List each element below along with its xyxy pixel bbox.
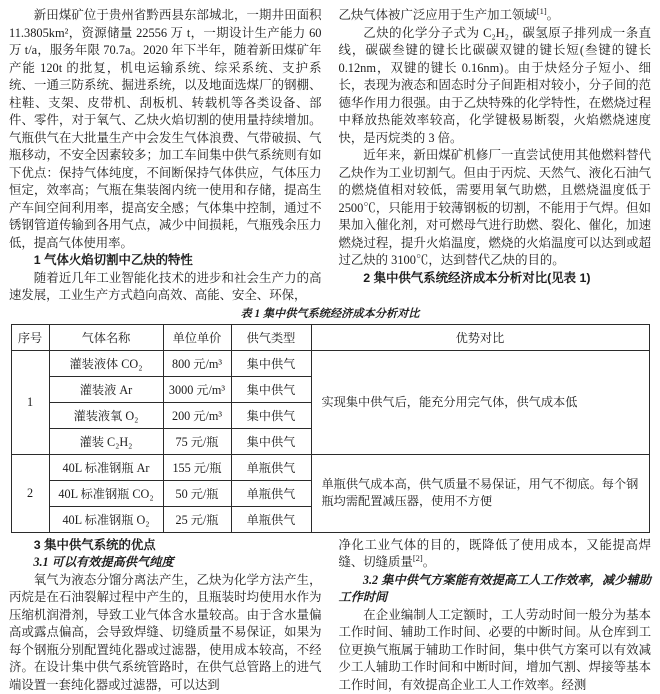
bottom-text-section [9, 537, 651, 694]
gas-name-cell: 灌装液 Ar [49, 376, 163, 402]
advantage-cell: 单瓶供气成本高，供气质量不易保证，用气不彻底。每个钢瓶均需配置减压器，使用不方便 [311, 454, 649, 532]
top-text-section [9, 7, 651, 305]
left-column-top [9, 7, 322, 305]
supply-type-cell: 单瓶供气 [231, 506, 311, 532]
column-header-no: 序号 [11, 324, 49, 350]
right-column-top [339, 7, 652, 305]
column-header-gas-name: 气体名称 [49, 324, 163, 350]
left-column-bottom [9, 537, 322, 694]
molecule-paragraph: 乙炔的化学分子式为 C₂H₂，碳氢原子排列成一条直线，碳碳叁键的键长比碳碳双键的键长短(叁键的键长 0.12nm，双键的键长 0.16nm)。由于炔烃分子短小、细长，表现为液态和固态时分子间距相对较小，分子间的范德华作用力很强。由于乙炔特殊的化学特性，在燃烧过程中释放热能效率较高，化学键极易断裂，火焰燃烧速度快，是丙烷类的 3 倍。 [339, 25, 652, 148]
section3-1-continuation [339, 537, 652, 572]
reference-2-superscript: [2] [413, 553, 423, 563]
right-column-bottom [339, 537, 652, 694]
gas-name-cell: 40L 标准钢瓶 O₂ [49, 506, 163, 532]
reference-1-superscript: [1] [537, 6, 547, 16]
section3-2-paragraph: 在企业编制人工定额时，工人劳动时间一般分为基本工作时间、辅助工作时间、必要的中断时间。从仓库到工位更换气瓶属于辅助工作时间，集中供气方案可以有效减少工人辅助工作时间和中断时间，增加气割、焊接等基本工作时间，有效提高企业工人工作效率。经测 [339, 607, 652, 694]
unit-price-cell: 25 元/瓶 [163, 506, 231, 532]
supply-type-cell: 单瓶供气 [231, 480, 311, 506]
unit-price-cell: 50 元/瓶 [163, 480, 231, 506]
supply-type-cell: 单瓶供气 [231, 454, 311, 480]
supply-type-cell: 集中供气 [231, 402, 311, 428]
gas-name-cell: 灌装液氧 O₂ [49, 402, 163, 428]
section3-heading: 3 集中供气系统的优点 [9, 537, 322, 555]
table1-caption: 表 1 集中供气系统经济成本分析对比 [9, 307, 651, 322]
advantage-cell: 实现集中供气后，能充分用完气体，供气成本低 [311, 350, 649, 454]
alternative-fuel-paragraph: 近年来，新田煤矿机修厂一直尝试使用其他燃料替代乙炔作为工业切割气。但由于丙烷、天然气、液化石油气的燃烧值相对较低，需要用氧气助燃，且燃烧温度低于 2500℃，只能用于较薄钢板的切割，不能用于气焊。但如果加入催化剂，对可燃母气进行助燃、裂化、催化，加速燃烧过程，提升火焰温度，燃烧的火焰温度可以达到或超过乙炔的 3100℃，达到替代乙炔的目的。 [339, 147, 652, 270]
gas-name-cell: 40L 标准钢瓶 CO₂ [49, 480, 163, 506]
table1-cost-comparison [11, 324, 650, 533]
section1-heading: 1 气体火焰切割中乙炔的特性 [9, 252, 322, 270]
section3-2-subheading: 3.2 集中供气方案能有效提高工人工作效率，减少辅助工作时间 [339, 572, 652, 607]
continuation-tail: 。 [423, 555, 435, 569]
gas-name-cell: 40L 标准钢瓶 Ar [49, 454, 163, 480]
unit-price-cell: 800 元/m³ [163, 350, 231, 376]
supply-type-cell: 集中供气 [231, 350, 311, 376]
section1-paragraph: 随着近几年工业智能化技术的进步和社会生产力的高速发展，工业生产方式趋向高效、高能、安全、环保， [9, 270, 322, 305]
unit-price-cell: 3000 元/m³ [163, 376, 231, 402]
section3-1-paragraph: 氧气为液态分馏分离法产生，乙炔为化学方法产生，丙烷是在石油裂解过程中产生的，且瓶装时均使用水作为压缩机润滑剂，导致工业气体含水量较高。由于含水量偏高或露点偏高，会导致焊缝、切缝质量不易保证，如果为每个钢瓶分别配置纯化器或过滤器，使用成本较高，不经济。在设计集中供气系统管路时，在供气总管路上的进气端设置一套纯化器或过滤器，可以达到 [9, 572, 322, 694]
column-header-supply-type: 供气类型 [231, 324, 311, 350]
unit-price-cell: 155 元/瓶 [163, 454, 231, 480]
section2-heading: 2 集中供气系统经济成本分析对比(见表 1) [339, 270, 652, 288]
continuation-text: 乙炔气体被广泛应用于生产加工领域 [339, 8, 537, 22]
gas-name-cell: 灌装 C₂H₂ [49, 428, 163, 454]
section1-continuation [339, 7, 652, 25]
table-row [11, 454, 649, 480]
intro-paragraph: 新田煤矿位于贵州省黔西县东部城北，一期井田面积 11.3805km²，资源储量 22556 万 t，一期设计生产能力 60 万 t/a，服务年限 70.7a。2020 年下半年，随着新田煤矿年产能 120t 的批复，机电运输系统、综采系统、支护系统、一通三防系统、掘进系统，以及地面选煤厂的钢棚、柱鞋、支架、皮带机、刮板机、转载机等各类设备、部件、零件，对于氧气、乙炔火焰切割的使用量持续增加。气瓶供气在大批量生产中会发生气体浪费、气带破损、气瓶移动，不安全因素较多；加工车间集中供气系统则有如下优点：保持气体纯度，不间断保持气体供应，气体压力恒定，效率高；气瓶在集装阁内统一使用和存储，提高生产车间空间利用率，提高安全感；气体集中控制，通过不锈钢管道传输到各用气点，减少中间损耗，气瓶残余压力低，提高气体使用率。 [9, 7, 322, 252]
column-header-advantage: 优势对比 [311, 324, 649, 350]
unit-price-cell: 200 元/m³ [163, 402, 231, 428]
column-header-unit-price: 单位单价 [163, 324, 231, 350]
supply-type-cell: 集中供气 [231, 376, 311, 402]
row-index-cell: 2 [11, 454, 49, 532]
continuation-text: 净化工业气体的目的，既降低了使用成本，又能提高焊缝、切缝质量 [339, 538, 652, 570]
table-row [11, 350, 649, 376]
row-index-cell: 1 [11, 350, 49, 454]
table-header-row [11, 324, 649, 350]
unit-price-cell: 75 元/瓶 [163, 428, 231, 454]
continuation-tail: 。 [547, 8, 559, 22]
supply-type-cell: 集中供气 [231, 428, 311, 454]
section3-1-subheading: 3.1 可以有效提高供气纯度 [9, 554, 322, 572]
gas-name-cell: 灌装液体 CO₂ [49, 350, 163, 376]
